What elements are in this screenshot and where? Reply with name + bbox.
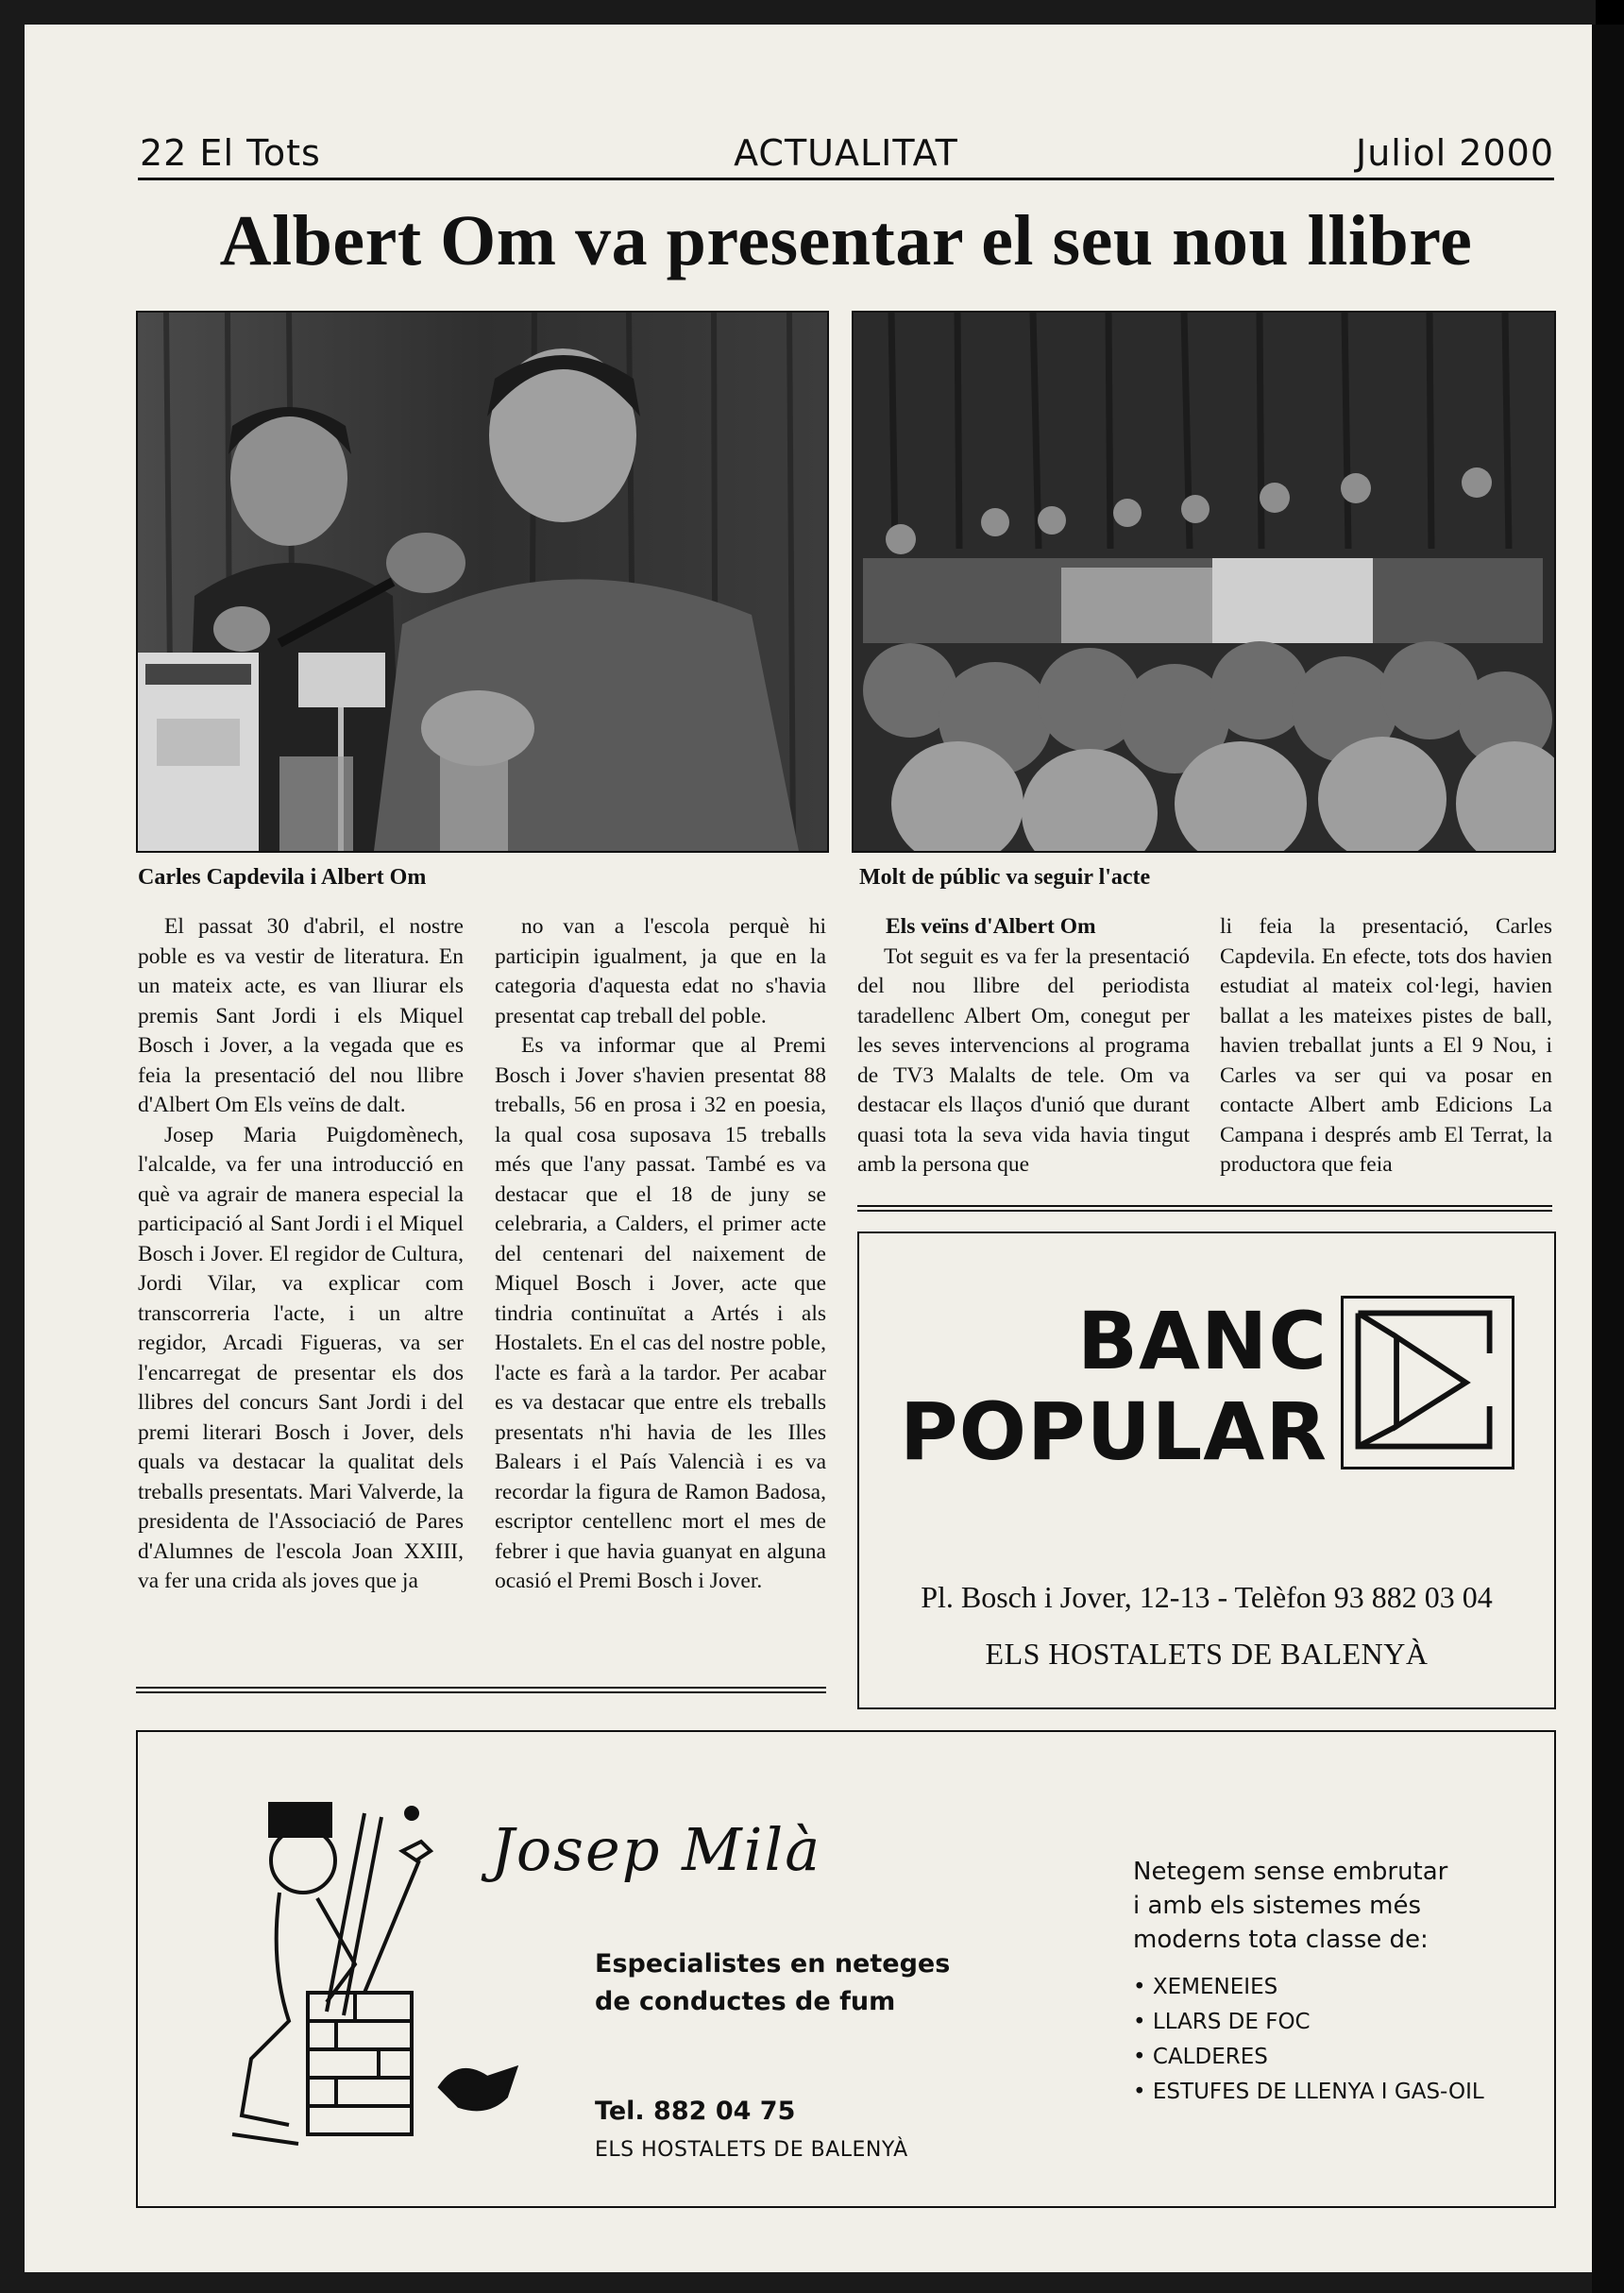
play-triangle-icon bbox=[1341, 1296, 1514, 1469]
paragraph: Es va informar que al Premi Bosch i Jover s'havien presentat 88 treballs, 56 en prosa i 32 en poesia, la qual cosa suposava 15 treballs més que l'any passat. També es va destacar que el 18 de juny se celebraria, a Calders, el primer acte del centenari del naixement de Miquel Bosch i Jover, acte que tindria continuïtat a Artés i als Hostalets. En el cas del nostre poble, l'acte es farà a la tardor. Per acabar es va destacar que entre els treballs presentats n'hi havia de les Illes Balears i el País Valencià i es va recordar la figura de Ramon Badosa, escriptor centellenc mort el mes de febrer i que havia guanyat en alguna ocasió el Premi Bosch i Jover. bbox=[495, 1033, 826, 1593]
banc-logo-text-line2: POPULAR bbox=[900, 1385, 1328, 1478]
mila-specialty: Especialistes en neteges de conductes de fum bbox=[595, 1949, 951, 2016]
mila-services-list bbox=[1133, 1970, 1484, 2110]
column-end-rule-right bbox=[857, 1205, 1552, 1212]
paragraph: El passat 30 d'abril, el nostre poble es va vestir de literatura. En un mateix acte, es van lliurar els premis Sant Jordi i els Miquel Bosch i Jover, a la vegada que es feia la presentació del nou llibre d'Albert Om Els veïns de dalt. bbox=[138, 914, 464, 1117]
article-headline: Albert Om va presentar el seu nou llibre bbox=[219, 201, 1473, 280]
banc-address: Pl. Bosch i Jover, 12-13 - Telèfon 93 882 03 04 bbox=[921, 1580, 1493, 1614]
page-number-publication: 22 El Tots bbox=[140, 132, 321, 174]
photo-audience bbox=[852, 311, 1556, 853]
scan-edge-top bbox=[1596, 0, 1624, 25]
column-end-rule-left bbox=[136, 1687, 826, 1693]
list-item: • LLARS DE FOC bbox=[1133, 2005, 1484, 2040]
running-header bbox=[138, 130, 1554, 180]
paragraph: no van a l'escola perquè hi participin igualment, ja que en la categoria d'aquesta edat no s'havia presentat cap treball del poble. bbox=[495, 914, 826, 1028]
mila-town: ELS HOSTALETS DE BALENYÀ bbox=[595, 2138, 908, 2162]
mila-telephone: Tel. 882 04 75 bbox=[595, 2097, 796, 2126]
paragraph: Tot seguit es va fer la presentació del nou llibre del periodista taradellenc Albert Om, conegut per les seves intervencions al programa de TV3 Malalts de tele. Om va destacar els llaços d'unió que durant quasi tota la seva vida havia tingut amb la persona que bbox=[857, 943, 1190, 1177]
paragraph: li feia la presentació, Carles Capdevila. En efecte, tots dos havien estudiat al mateix col·legi, havien ballat a les mateixes pistes de ball, havien treballat junts a El 9 Nou, i Carles va ser qui va posar en contacte Albert amb Edicions La Campana i després amb El Terrat, la productora que feia bbox=[1220, 914, 1552, 1177]
article-column-2 bbox=[495, 912, 826, 1597]
banc-logo-text-line1: BANC bbox=[1077, 1295, 1328, 1387]
article-column-4 bbox=[1220, 912, 1552, 1180]
paragraph: Josep Maria Puigdomènech, l'alcalde, va fer una introducció en què va agrair de manera especial la participació al Sant Jordi i el Miquel Bosch i Jover. El regidor de Cultura, Jordi Vilar, va explicar com transcorreria l'acte, i un altre regidor, Arcadi Figueras, va ser l'encarregat de presentar els dos llibres del concurs Sant Jordi i del premi literari Bosch i Jover, dels quals va destacar la qualitat dels treballs presentats. Mari Valverde, la presidenta de l'Associació de Pares d'Alumnes de l'escola Joan XXIII, va fer una crida als joves que ja bbox=[138, 1122, 464, 1593]
photo-caption-right: Molt de públic va seguir l'acte bbox=[859, 865, 1151, 890]
section-name: ACTUALITAT bbox=[734, 132, 958, 174]
mila-services-intro: Netegem sense embrutar i amb els sistemes més moderns tota classe de: bbox=[1133, 1858, 1448, 1954]
article-column-3 bbox=[857, 912, 1190, 1180]
josep-mila-ad bbox=[136, 1730, 1556, 2208]
photo-caption-left: Carles Capdevila i Albert Om bbox=[138, 865, 427, 890]
banc-popular-ad bbox=[857, 1231, 1556, 1709]
list-item: • CALDERES bbox=[1133, 2040, 1484, 2075]
photo-speakers bbox=[136, 311, 829, 853]
mila-business-name: Josep Milà bbox=[491, 1815, 822, 1884]
issue-date: Juliol 2000 bbox=[1356, 132, 1554, 174]
list-item: • ESTUFES DE LLENYA I GAS-OIL bbox=[1133, 2075, 1484, 2110]
article-subheading: Els veïns d'Albert Om bbox=[886, 914, 1096, 939]
scan-edge-right bbox=[1592, 25, 1624, 2293]
banc-town: ELS HOSTALETS DE BALENYÀ bbox=[985, 1637, 1429, 1671]
article-column-1 bbox=[138, 912, 464, 1597]
list-item: • XEMENEIES bbox=[1133, 1970, 1484, 2005]
newspaper-page bbox=[25, 25, 1592, 2272]
